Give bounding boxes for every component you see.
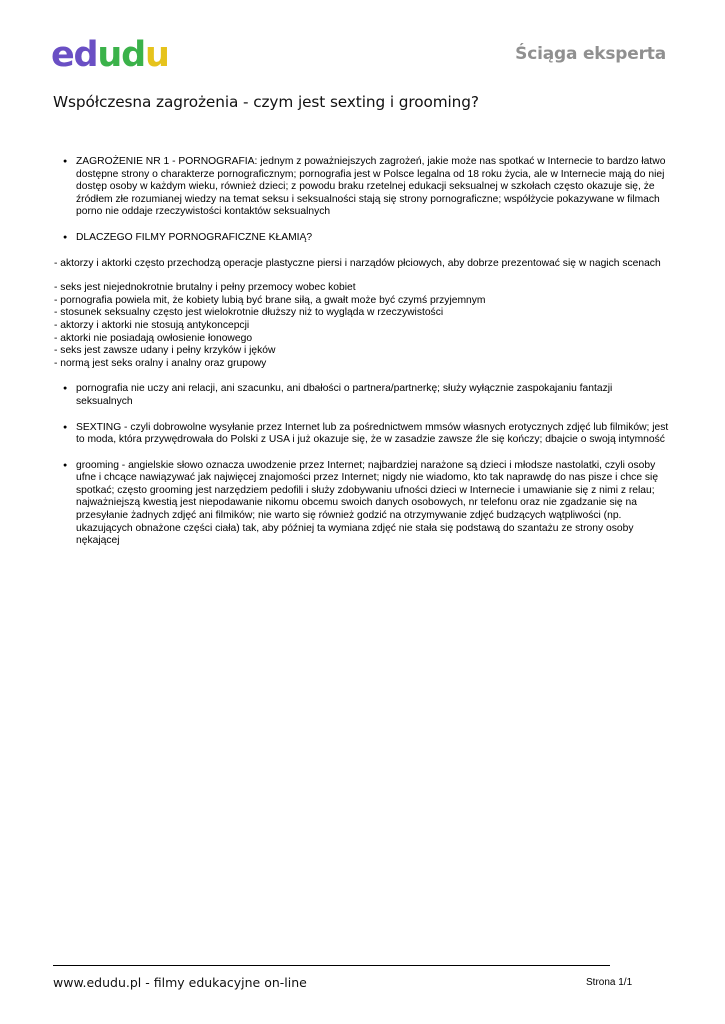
bullet-list-5 bbox=[54, 460, 669, 548]
footer-website-link[interactable]: www.edudu.pl - filmy edukacyjne on-line bbox=[53, 975, 307, 990]
dash-line: - pornografia powiela mit, że kobiety lubią być brane siłą, a gwałt może być czymś przyjemnym bbox=[54, 294, 486, 306]
logo-letter-d2: d bbox=[121, 35, 145, 75]
logo-letter-e: e bbox=[51, 35, 74, 75]
bullet-list-1 bbox=[54, 156, 669, 219]
logo-letter-d: d bbox=[73, 35, 98, 75]
bullet-pornography-no-relations: ● pornografia nie uczy ani relacji, ani szacunku, ani dbałości o partnera/partnerkę; służy wyłącznie zaspokajaniu fantazji seksualnych bbox=[54, 383, 669, 408]
dash-list bbox=[54, 282, 669, 370]
logo-letter-u: u bbox=[97, 35, 122, 75]
logo-letter-u2: u bbox=[144, 35, 169, 75]
document-body bbox=[54, 156, 669, 548]
bullet-sexting: ● SEXTING - czyli dobrowolne wysyłanie przez Internet lub za pośrednictwem mmsów własnych erotycznych zdjęć lub filmików; jest to moda, która przywędrowała do Polski z USA i już okazuje się, że w zasadzie zawsze źle się kończy; dbajcie o swoją intymność bbox=[54, 422, 669, 447]
bullet-list-3 bbox=[54, 383, 669, 408]
dash-line: - seks jest niejednokrotnie brutalny i pełny przemocy wobec kobiet bbox=[54, 282, 356, 294]
footer-divider bbox=[53, 965, 610, 966]
dash-line: - seks jest zawsze udany i pełny krzyków i jęków bbox=[54, 345, 276, 357]
dash-line: - normą jest seks oralny i analny oraz grupowy bbox=[54, 357, 267, 369]
header-tagline: Ściąga eksperta bbox=[515, 44, 666, 64]
dash-line: - stosunek seksualny często jest wielokrotnie dłuższy niż to wygląda w rzeczywistości bbox=[54, 307, 444, 319]
bullet-grooming: ● grooming - angielskie słowo oznacza uwodzenie przez Internet; najbardziej narażone są dzieci i młodsze nastolatki, czyli osoby ufne i chcące nawiązywać jak najwięcej znajomości przez Internet; nigdy nie wiadomo, kto tak naprawdę do nas pisze i chce się spotkać; często grooming jest narzędziem pedofili i służy zdobywaniu ufności dzieci w Internecie i umawianie się z nimi z relau; najważniejszą kwestią jest niepodawanie nikomu obcemu swoich danych osobowych, nr telefonu oraz nie zgadzanie się na przesyłanie żadnych zdjęć ani filmików; nie warto się również godzić na otrzymywanie zdjęć budzących wątpliwości (np. ukazujących obnażone części ciała) tak, aby później ta wymiana zdjęć nie stała się podstawą do szantażu ze strony osoby nękającej bbox=[54, 460, 669, 548]
page-number: Strona 1/1 bbox=[586, 977, 633, 988]
bullet-pornography-threat: ● ZAGROŻENIE NR 1 - PORNOGRAFIA: jednym z poważniejszych zagrożeń, jakie może nas spotkać w Internecie to bardzo łatwo dostępne strony o charakterze pornograficznym; pornografia jest w Polsce legalna od 18 roku życia, ale w Internecie mają do niej dostęp osoby w każdym wieku, również dzieci; z powodu braku rzetelnej edukacji seksualnej w szkołach często okazuje się, że źródłem złe rozumianej wiedzy na temat seksu i seksualności stają się strony pornograficzne; współżycie pokazywane w filmach porno nie oddaje rzeczywistości kontaktów seksualnych bbox=[54, 156, 669, 219]
edudu-logo[interactable] bbox=[51, 37, 191, 73]
bullet-why-films-lie: ● DLACZEGO FILMY PORNOGRAFICZNE KŁAMIĄ? bbox=[54, 232, 669, 245]
dash-line: - aktorzy i aktorki nie stosują antykoncepcji bbox=[54, 319, 250, 331]
dash-line-first: - aktorzy i aktorki często przechodzą operacje plastyczne piersi i narządów płciowych, aby dobrze prezentować się w nagich scenach bbox=[54, 257, 661, 269]
bullet-list-2 bbox=[54, 232, 669, 245]
page-title: Współczesna zagrożenia - czym jest sexting i grooming? bbox=[53, 93, 479, 111]
bullet-list-4 bbox=[54, 422, 669, 447]
dash-line: - aktorki nie posiadają owłosienie łonowego bbox=[54, 332, 253, 344]
